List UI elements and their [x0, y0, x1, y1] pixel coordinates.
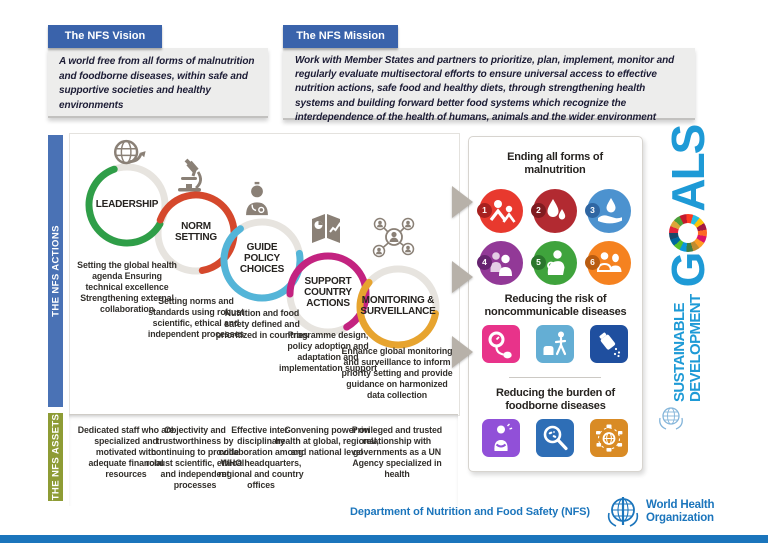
sidebar-actions-label: THE NFS ACTIONS: [50, 225, 61, 317]
action-label-monitoring: MONITORING & SURVEILLANCE: [360, 295, 436, 318]
sdg-word-sustainable: SUSTAINABLE: [670, 303, 688, 402]
un-emblem-icon: [656, 404, 686, 439]
physical-activity-icon: [536, 325, 574, 363]
sdg-wheel-icon: [669, 214, 707, 252]
action-desc-monitoring: Enhance global monitoring and surveillance to inform priority setting and provide guidance on harmonized data collection: [341, 346, 453, 400]
salt-reduction-icon: [590, 325, 628, 363]
people-network-icon: [370, 214, 418, 267]
anaemia-icon: [533, 189, 577, 233]
assets-panel: [69, 414, 458, 506]
outcomes-panel: [468, 136, 643, 472]
sdg-word-development: DEVELOPMENT: [687, 294, 704, 402]
asset-item: Dedicated staff who are specialized and motivated with adequate financial resources: [77, 425, 175, 480]
microscope-icon: [170, 156, 210, 201]
mission-body: Work with Member States and partners to prioritize, plan, implement, monitor and regularly evaluate multisectoral efforts to ensure universal access to effective nutrition actions, safe food and healthy diets, through strengthening health systems and building forward better food systems which recognize the interdependence of the health of humans, animals and the wider environment: [295, 55, 675, 123]
asset-item: Convening power on health at global, regional, and national level: [275, 425, 379, 458]
asset-item: Effective inter-disciplinary collaboration among WHO headquarters, regional and country offices: [218, 425, 304, 491]
blood-pressure-icon: [482, 325, 520, 363]
target-number: 1: [477, 203, 492, 218]
wasting-icon: [587, 241, 631, 285]
sdg-words: [672, 294, 704, 402]
childhood-overweight-icon: [479, 241, 523, 285]
health-worker-icon: [238, 180, 276, 223]
actions-panel: [69, 133, 460, 416]
target-number: 4: [477, 255, 492, 270]
globe-arrow-icon: [110, 134, 148, 177]
arrow-right-icon: [452, 186, 473, 218]
who-emblem-icon: [604, 494, 642, 537]
foodborne-illness-icon: [482, 419, 520, 457]
vision-title: The NFS Vision: [48, 25, 162, 48]
mission-panel: [283, 30, 695, 123]
outcome-title-malnutrition: Ending all forms of malnutrition: [507, 151, 603, 177]
sidebar-actions-bar: [48, 135, 63, 407]
asset-item: Privileged and trusted relationship with governments as a UN Agency specialized in health: [351, 425, 443, 480]
who-name: World Health Organization: [646, 499, 715, 524]
action-label-guide-policy: GUIDE POLICY CHOICES: [239, 242, 285, 276]
action-desc-norm-setting: Setting norms and standards using robust scientific, ethical and independent processes: [147, 296, 245, 339]
vision-panel: [48, 30, 268, 118]
stunting-icon: [479, 189, 523, 233]
sidebar-assets-bar: [48, 413, 63, 501]
arrow-right-icon: [452, 261, 473, 293]
sidebar-assets-label: THE NFS ASSETS: [50, 413, 61, 501]
low-birth-weight-icon: [587, 189, 631, 233]
arrow-right-icon: [452, 336, 473, 368]
mission-title: The NFS Mission: [283, 25, 398, 48]
target-number: 2: [531, 203, 546, 218]
breastfeeding-icon: [533, 241, 577, 285]
foodborne-surveillance-icon: [536, 419, 574, 457]
action-label-support-country: SUPPORT COUNTRY ACTIONS: [304, 276, 352, 310]
target-number: 6: [585, 255, 600, 270]
target-number: 3: [585, 203, 600, 218]
action-label-norm-setting: NORM SETTING: [175, 221, 217, 244]
action-desc-leadership: Setting the global health agenda Ensuring technical excellence Strengthening external collaboration: [77, 260, 177, 314]
target-number: 5: [531, 255, 546, 270]
map-chart-icon: [306, 208, 346, 253]
sdg-goals-text: G ALS: [662, 125, 714, 288]
section-divider: [509, 377, 601, 378]
action-desc-support-country: Programme design, policy adoption and adaptation and implementation support: [279, 330, 377, 373]
action-label-leadership: LEADERSHIP: [95, 199, 159, 210]
asset-item: Objectivity and trustworthiness by continuing to provide robust scientific, ethical and independent processes: [145, 425, 245, 491]
food-chain-icon: [590, 419, 628, 457]
outcome-title-foodborne: Reducing the burden of foodborne diseases: [495, 387, 616, 413]
footer-bar: [0, 535, 768, 543]
department-label: Department of Nutrition and Food Safety (NFS): [350, 506, 590, 518]
action-desc-guide-policy: Nutrition and food safety defined and prioritized in countries: [215, 308, 309, 340]
outcome-title-ncd: Reducing the risk of noncommunicable diseases: [484, 293, 627, 319]
vision-body: A world free from all forms of malnutrition and foodborne diseases, within safe and supportive societies and healthy environments: [59, 56, 255, 111]
sdg-logo: [652, 125, 724, 402]
